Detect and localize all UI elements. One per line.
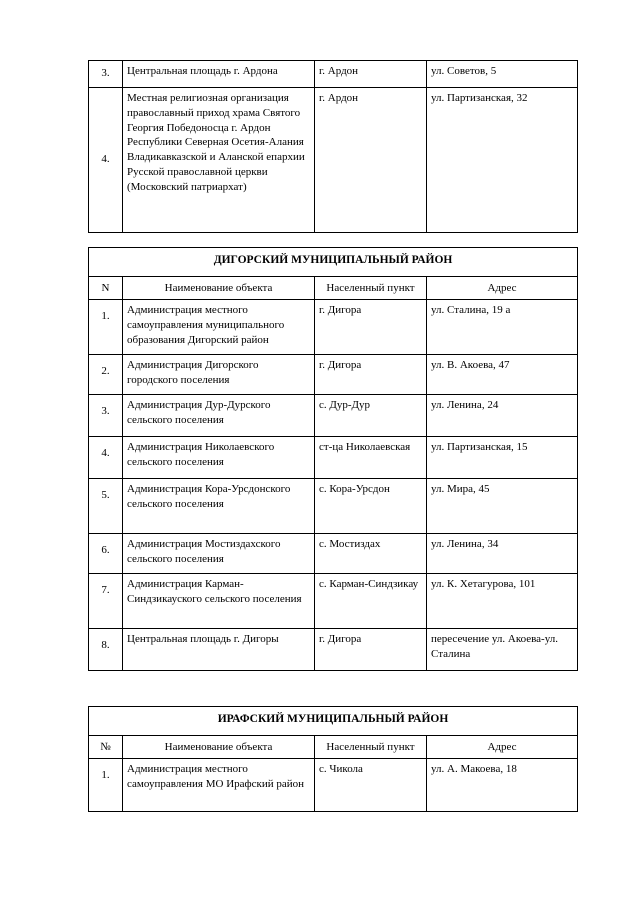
object-name: Администрация Дигорского городского поселения — [123, 355, 315, 395]
row-number: 1. — [89, 759, 123, 812]
locality: с. Карман-Синдзикау — [315, 574, 427, 629]
address: ул. Советов, 5 — [427, 61, 578, 88]
table-irafsky-district — [88, 706, 578, 812]
table-title-row — [89, 707, 578, 736]
district-title: ДИГОРСКИЙ МУНИЦИПАЛЬНЫЙ РАЙОН — [89, 248, 578, 277]
object-name: Администрация Дур-Дурского сельского поселения — [123, 395, 315, 437]
locality: г. Дигора — [315, 629, 427, 671]
address: ул. Партизанская, 32 — [427, 88, 578, 233]
table-digorsky-district — [88, 247, 578, 671]
row-number: 6. — [89, 534, 123, 574]
row-number: 4. — [89, 437, 123, 479]
object-name: Администрация Николаевского сельского поселения — [123, 437, 315, 479]
locality: с. Чикола — [315, 759, 427, 812]
table-row — [89, 61, 578, 88]
table-row — [89, 629, 578, 671]
object-name: Центральная площадь г. Дигоры — [123, 629, 315, 671]
locality: г. Ардон — [315, 61, 427, 88]
table-row — [89, 88, 578, 233]
column-header-name: Наименование объекта — [123, 736, 315, 759]
row-number: 3. — [89, 395, 123, 437]
locality: с. Кора-Урсдон — [315, 479, 427, 534]
table-continuation — [88, 60, 578, 233]
column-header-name: Наименование объекта — [123, 277, 315, 300]
locality: г. Ардон — [315, 88, 427, 233]
object-name: Администрация Кора-Урсдонского сельского поселения — [123, 479, 315, 534]
object-name: Администрация Мостиздахского сельского поселения — [123, 534, 315, 574]
address: ул. Ленина, 34 — [427, 534, 578, 574]
row-number: 4. — [89, 88, 123, 233]
table-row — [89, 574, 578, 629]
table-row — [89, 759, 578, 812]
locality: г. Дигора — [315, 300, 427, 355]
table-header-row — [89, 277, 578, 300]
address: ул. В. Акоева, 47 — [427, 355, 578, 395]
table-row — [89, 300, 578, 355]
table-row — [89, 534, 578, 574]
object-name: Центральная площадь г. Ардона — [123, 61, 315, 88]
address: ул. Мира, 45 — [427, 479, 578, 534]
locality: с. Мостиздах — [315, 534, 427, 574]
table-row — [89, 395, 578, 437]
object-name: Администрация Карман-Синдзикауского сельского поселения — [123, 574, 315, 629]
table-row — [89, 479, 578, 534]
table-row — [89, 437, 578, 479]
column-header-number: N — [89, 277, 123, 300]
object-name: Администрация местного самоуправления муниципального образования Дигорский район — [123, 300, 315, 355]
row-number: 5. — [89, 479, 123, 534]
address: ул. А. Макоева, 18 — [427, 759, 578, 812]
table-header-row — [89, 736, 578, 759]
address: ул. Сталина, 19 а — [427, 300, 578, 355]
object-name: Администрация местного самоуправления МО Ирафский район — [123, 759, 315, 812]
column-header-address: Адрес — [427, 277, 578, 300]
column-header-number: № — [89, 736, 123, 759]
row-number: 8. — [89, 629, 123, 671]
row-number: 7. — [89, 574, 123, 629]
row-number: 3. — [89, 61, 123, 88]
column-header-locality: Населенный пункт — [315, 736, 427, 759]
table-title-row — [89, 248, 578, 277]
locality: г. Дигора — [315, 355, 427, 395]
column-header-locality: Населенный пункт — [315, 277, 427, 300]
locality: с. Дур-Дур — [315, 395, 427, 437]
address: ул. К. Хетагурова, 101 — [427, 574, 578, 629]
table-row — [89, 355, 578, 395]
district-title: ИРАФСКИЙ МУНИЦИПАЛЬНЫЙ РАЙОН — [89, 707, 578, 736]
column-header-address: Адрес — [427, 736, 578, 759]
locality: ст-ца Николаевская — [315, 437, 427, 479]
address: ул. Ленина, 24 — [427, 395, 578, 437]
row-number: 1. — [89, 300, 123, 355]
object-name: Местная религиозная организация православный приход храма Святого Георгия Победоносца г. Ардон Республики Северная Осетия-Алания Владикавказской и Аланской епархии Русской православной церкви (Московский патриархат) — [123, 88, 315, 233]
address: пересечение ул. Акоева-ул. Сталина — [427, 629, 578, 671]
address: ул. Партизанская, 15 — [427, 437, 578, 479]
row-number: 2. — [89, 355, 123, 395]
